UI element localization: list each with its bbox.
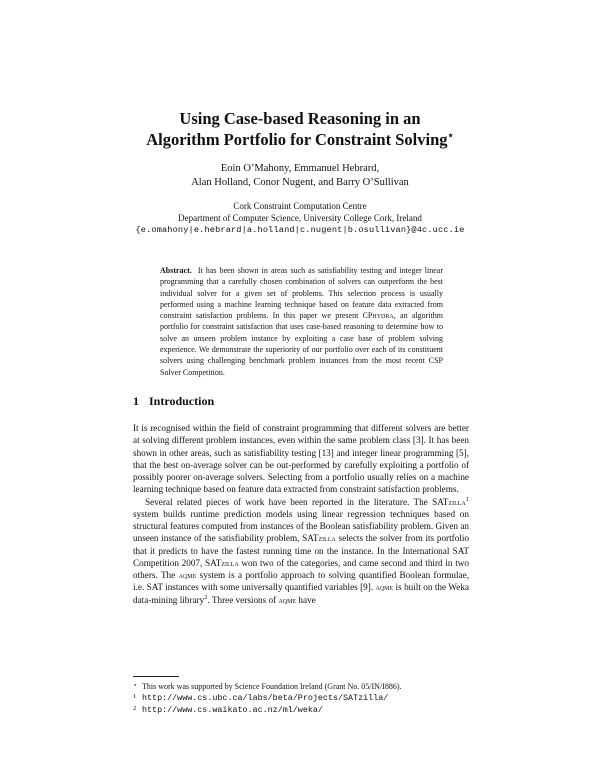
abstract-label: Abstract. [160, 266, 192, 275]
aqme-sc: aqme [278, 594, 297, 605]
footnote-2 [133, 704, 473, 716]
cphydra-name: hydra [372, 311, 394, 321]
footnote-star-text: This work was supported by Science Foundation Ireland (Grant No. 05/IN/I886). [142, 682, 402, 691]
footnote-2-mark: 2 [133, 705, 137, 712]
aqme-sc: aqme [375, 582, 394, 593]
paper-title-line-2 [0, 129, 600, 151]
affiliation-line-1: Cork Constraint Computation Centre [233, 201, 367, 211]
footnote-1-mark: 1 [133, 693, 137, 700]
satzilla-sc: zilla [221, 557, 239, 568]
authors-line-2: Alan Holland, Conor Nugent, and Barry O’Sullivan [191, 177, 409, 188]
p2-text-g: . Three versions of [207, 594, 279, 605]
p2-text-f: is built on the Weka data-mining library [133, 582, 469, 605]
footnote-1-url[interactable]: http://www.cs.ubc.ca/labs/beta/Projects/SATzilla/ [142, 693, 389, 703]
abstract-text-1: It has been shown in areas such as satisfiability testing and integer linear programming that a carefully chosen combination of solvers can outperform the best individual solver for a given set of problems. This selection process is usually performed using a machine learning technique based on feature data extracted from constraint satisfaction problems. In this paper we present CP [160, 266, 443, 321]
abstract-text-2: , an algorithm portfolio for constraint satisfaction that uses case-based reasoning to determine how to solve an unseen problem instance by exploiting a case base of problem solving experience. We demonstrate the superiority of our portfolio over each of its constituent solvers using challenging benchmark problem instances from the most recent CSP Solver Competition. [160, 311, 443, 377]
footnote-star-mark: ⋆ [133, 682, 138, 689]
footnotes [133, 681, 473, 716]
footnote-ref-1: 1 [465, 495, 469, 503]
p2-text-d: won two of the categories, and came second and third in two others. The [133, 557, 469, 580]
paper-title-line-1: Using Case-based Reasoning in an [179, 109, 421, 128]
author-emails: {e.omahony|e.hebrard|a.holland|c.nugent|b.osullivan}@4c.ucc.ie [135, 225, 465, 235]
footnote-1 [133, 692, 473, 704]
p2-text-c: selects the solver from its portfolio that it predicts to have the fastest running time on the instance. In the International SAT Competition 2007, SAT [133, 533, 470, 568]
body-text [133, 422, 469, 606]
footnote-ref-2: 2 [204, 593, 208, 601]
affiliation-line-2: Department of Computer Science, University College Cork, Ireland [178, 213, 422, 223]
section-heading [133, 394, 214, 409]
paragraph-2 [133, 496, 469, 606]
affiliation [0, 200, 600, 236]
satzilla-sc: zilla [318, 533, 336, 544]
p2-text-b: system builds runtime prediction models using linear regression techniques based on structural features computed from instances of the Boolean satisfiability problem. Given an unseen instance of the satisfiability problem, SAT [133, 508, 469, 544]
footnote-2-url[interactable]: http://www.cs.waikato.ac.nz/ml/weka/ [142, 705, 323, 715]
paragraph-1: It is recognised within the field of constraint programming that different solvers are better at solving different problem instances, even within the same problem class [3]. It has been shown in other areas, such as satisfiability testing [13] and integer linear programming [5], that the best on-average solver can be out-performed by carefully exploiting a portfolio of possibly poorer on-average solvers. Selecting from a portfolio usually relies on a machine learning technique based on feature data extracted from constraint satisfaction problems. [133, 423, 469, 495]
p2-text-h: have [296, 594, 316, 605]
footnote-rule [133, 676, 179, 677]
satzilla-sc: zilla [448, 496, 466, 507]
aqme-sc: aqme [178, 570, 197, 580]
p2-text-e: system is a portfolio approach to solving quantified Boolean formulae, i.e. SAT instances with some universally quantified variables [9]. [133, 570, 469, 593]
authors [0, 162, 600, 190]
section-title: Introduction [149, 394, 215, 408]
paper-title-text: Algorithm Portfolio for Constraint Solving [146, 130, 448, 149]
section-number: 1 [133, 394, 139, 408]
p2-text-a: Several related pieces of work have been reported in the literature. The SAT [145, 496, 449, 507]
footnote-star [133, 681, 473, 692]
authors-line-1: Eoin O’Mahony, Emmanuel Hebrard, [220, 163, 380, 174]
abstract [160, 265, 443, 378]
title-footnote-mark: ⋆ [447, 130, 454, 142]
